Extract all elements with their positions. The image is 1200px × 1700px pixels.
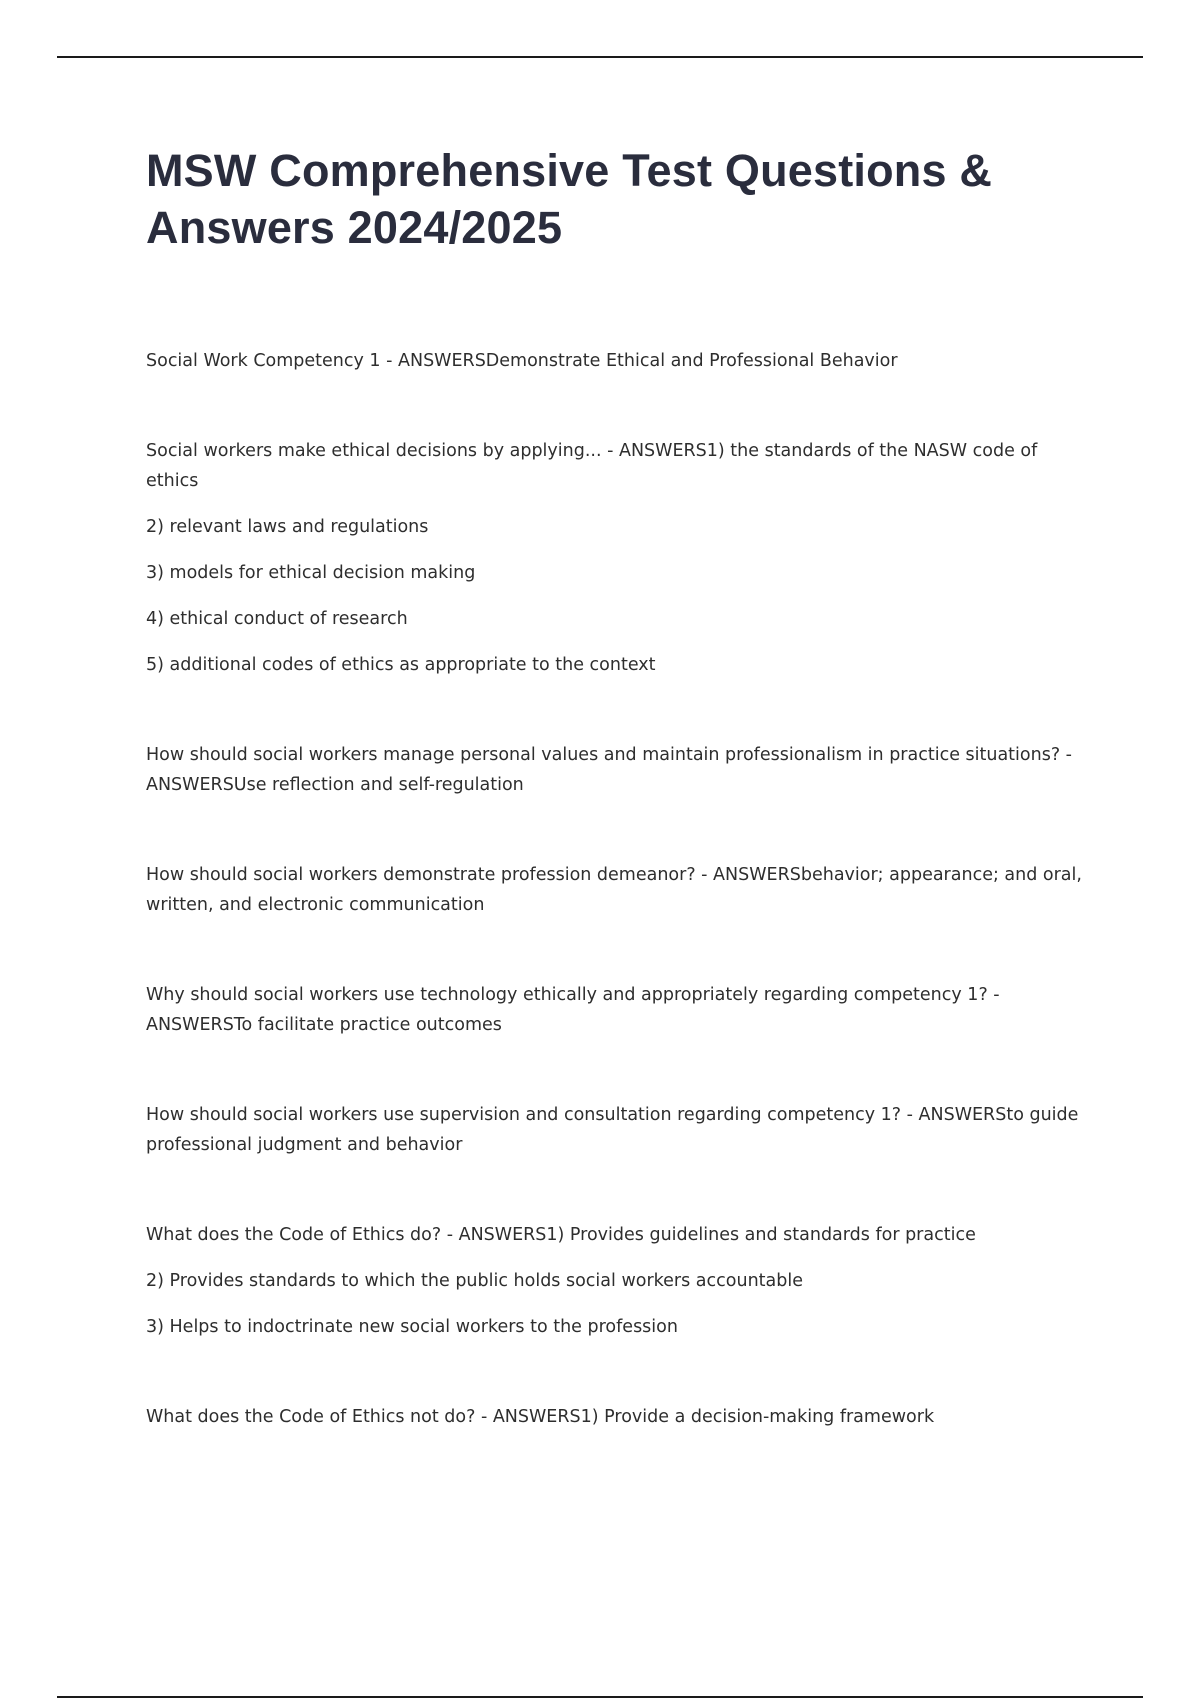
qa-line: What does the Code of Ethics not do? - ANSWERS1) Provide a decision-making framework: [146, 1407, 935, 1427]
qa-item: [146, 980, 1091, 1040]
document-title: MSW Comprehensive Test Questions & Answers 2024/2025: [146, 145, 993, 253]
qa-item: [146, 860, 1091, 920]
qa-item: [146, 346, 1091, 376]
qa-line: 2) relevant laws and regulations: [146, 517, 429, 537]
qa-line: What does the Code of Ethics do? - ANSWERS1) Provides guidelines and standards for practice: [146, 1225, 976, 1245]
qa-item: [146, 1220, 1091, 1342]
qa-line: Why should social workers use technology ethically and appropriately regarding competency 1? - ANSWERSTo facilitate practice outcomes: [146, 985, 1000, 1035]
qa-line: 3) Helps to indoctrinate new social workers to the profession: [146, 1317, 678, 1337]
qa-line: 3) models for ethical decision making: [146, 563, 476, 583]
qa-line: Social workers make ethical decisions by applying... - ANSWERS1) the standards of the NASW code of ethics: [146, 441, 1038, 491]
qa-item: [146, 740, 1091, 800]
qa-line: How should social workers demonstrate profession demeanor? - ANSWERSbehavior; appearance; and oral, written, and electronic communication: [146, 865, 1082, 915]
qa-line: Social Work Competency 1 - ANSWERSDemonstrate Ethical and Professional Behavior: [146, 351, 898, 371]
qa-item: [146, 1100, 1091, 1160]
qa-line: How should social workers use supervision and consultation regarding competency 1? - ANSWERSto guide professional judgment and behavior: [146, 1105, 1079, 1155]
qa-line: 2) Provides standards to which the public holds social workers accountable: [146, 1271, 803, 1291]
qa-line: 5) additional codes of ethics as appropriate to the context: [146, 655, 656, 675]
qa-item: [146, 1402, 1091, 1432]
top-rule: [57, 56, 1143, 58]
qa-list: [146, 346, 1091, 1432]
qa-item: [146, 436, 1091, 680]
bottom-rule: [57, 1696, 1143, 1698]
qa-line: How should social workers manage personal values and maintain professionalism in practice situations? - ANSWERSUse reflection and self-regulation: [146, 745, 1072, 795]
qa-line: 4) ethical conduct of research: [146, 609, 408, 629]
